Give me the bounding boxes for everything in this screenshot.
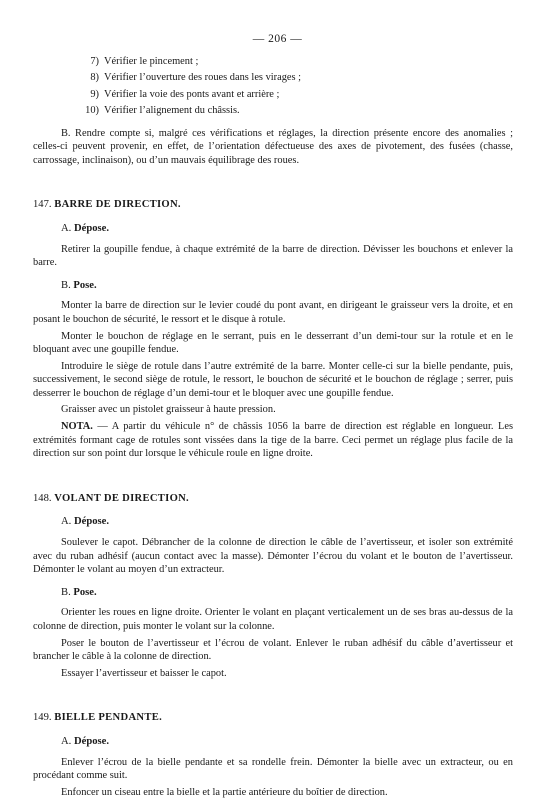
subsection-heading [61,222,513,236]
subsection-title: Dépose. [73,735,109,747]
paragraph: Soulever le capot. Débrancher de la colonne de direction le câble de l’avertisseur, et isoler son extrémité avec du ruban adhésif (aucun contact avec la masse). Démonter l’écrou du volant et le bouton de l’avertisseur. Démonter le volant au moyen d’un extracteur. [33,537,513,576]
subsection-title: Pose. [73,279,97,291]
paragraph: Introduire le siège de rotule dans l’autre extrémité de la barre. Monter celle-ci sur la bielle pendante, puis, successivement, le second siège de rotule, le ressort, le bouchon de sécurité et le bouchon de réglage ; serrer, puis desserrer le bouchon de réglage d’un demi-tour et le bloquer avec une goupille fendue. [33,360,513,399]
paragraph: Retirer la goupille fendue, à chaque extrémité de la barre de direction. Dévisser les bouchons et enlever la barre. [33,243,513,269]
note-label: NOTA. [61,421,93,433]
list-item [33,71,513,85]
subsection-heading [61,586,513,600]
section-number: 147. [33,199,52,211]
paragraph: Monter le bouchon de réglage en le serrant, puis en le desserrant d’un demi-tour sur la rotule et en le bloquant avec une goupille fendue. [33,330,513,356]
subsection-title: Dépose. [73,516,109,528]
list-item-number: 7) [90,56,99,67]
subsection-letter: B. [61,279,71,291]
checklist [33,55,513,118]
list-item-number: 10) [85,105,99,117]
list-item-text: Vérifier l’ouverture des roues dans les virages ; [104,72,302,84]
list-item-text: Vérifier le pincement ; [104,56,199,67]
paragraph: Enlever l’écrou de la bielle pendante et sa rondelle frein. Démonter la bielle avec un extracteur, ou en procédant comme suit. [33,756,513,782]
list-item-text: Vérifier l’alignement du châssis. [104,105,240,117]
list-item-number: 8) [90,72,99,84]
list-item [33,55,513,69]
page-number: — 206 — [252,33,303,45]
subsection-heading [61,735,513,749]
paragraph: Poser le bouton de l’avertisseur et l’écrou de volant. Enlever le ruban adhésif du câble d’avertisseur et brancher le câble à la colonne de direction. [33,637,513,663]
paragraph: Monter la barre de direction sur le levier coudé du pont avant, en dirigeant le graisseur vers la droite, et en posant le bouchon de sécurité, le ressort et le disque à rotule. [33,300,513,325]
section-title: VOLANT DE DIRECTION. [54,492,190,504]
subsection-heading [61,279,513,293]
list-item-text: Vérifier la voie des ponts avant et arrière ; [104,88,280,100]
list-item [33,104,513,118]
page-content [33,55,513,802]
list-item-number: 9) [90,88,99,100]
subsection-title: Dépose. [73,222,109,234]
section-number: 149. [33,712,52,724]
section-149-heading [33,711,513,725]
paragraph: Graisser avec un pistolet graisseur à haute pression. [61,404,276,416]
subsection-heading [61,515,513,529]
section-number: 148. [33,492,52,504]
paragraph: Enfoncer un ciseau entre la bielle et la partie antérieure du boîtier de direction. [61,786,388,798]
subsection-letter: A. [61,516,72,528]
paragraph: Essayer l’avertisseur et baisser le capot. [61,667,227,679]
section-148-heading [33,492,513,506]
section-title: BARRE DE DIRECTION. [54,199,181,211]
subsection-letter: A. [61,735,72,747]
list-item [33,88,513,102]
subsection-letter: B. [61,586,71,598]
section-147-heading [33,198,513,212]
note-paragraph [33,420,513,461]
note-text: — A partir du véhicule n° de châssis 1056 la barre de direction est réglable en longueur. Les extrémités formant cage de rotules sont vissées dans la tige de la barre. Ceci permet un réglage plus facile de la direction sur son point dur lorsque le véhicule roule en ligne droite. [33,421,513,460]
section-title: BIELLE PENDANTE. [54,712,163,724]
paragraph: Orienter les roues en ligne droite. Orienter le volant en plaçant verticalement un de ses bras au-dessus de la colonne de direction, puis monter le volant sur la colonne. [33,607,513,632]
subsection-title: Pose. [73,586,97,598]
intro-paragraph: B. Rendre compte si, malgré ces vérifications et réglages, la direction présente encore des anomalies ; celles-ci peuvent provenir, en effet, de l’orientation défectueuse des axes de pivotement, des fusées (chasse, carrossage, inclinaison), ou d’un mauvais équilibrage des roues. [33,127,513,166]
subsection-letter: A. [61,222,72,234]
